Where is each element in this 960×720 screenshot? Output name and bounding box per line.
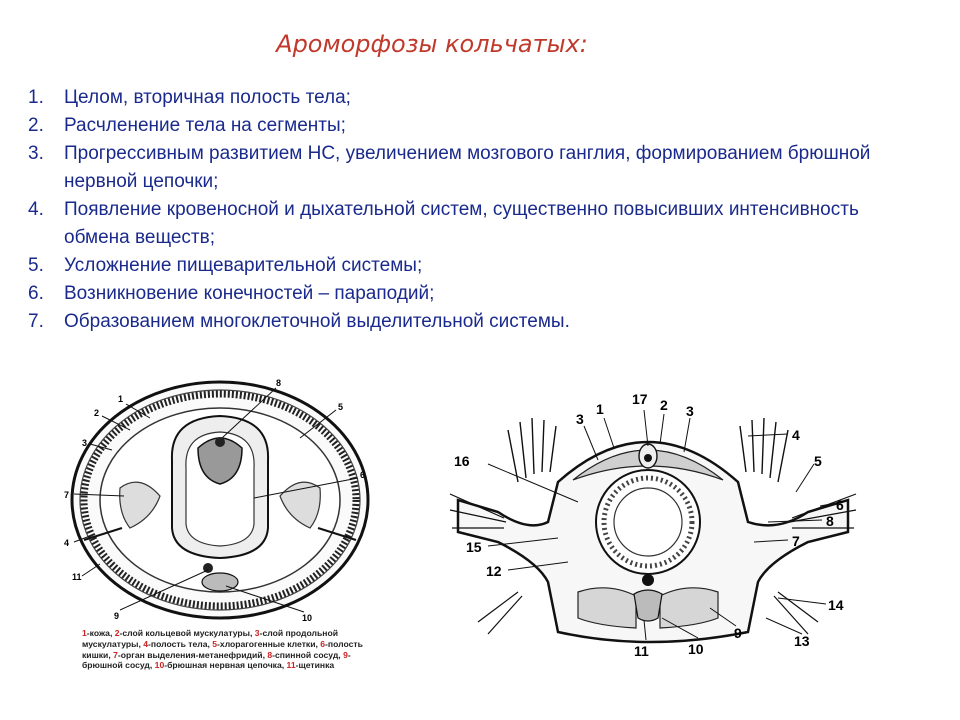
caption-text: -спинной сосуд, bbox=[272, 649, 344, 660]
cross-section-drawing bbox=[60, 378, 380, 628]
fig-label: 16 bbox=[454, 453, 470, 469]
fig-label: 2 bbox=[660, 397, 668, 413]
caption-text: -щетинка bbox=[295, 660, 335, 671]
list-item bbox=[28, 84, 928, 112]
list-item-number: 7. bbox=[28, 311, 44, 332]
list-item-number: 2. bbox=[28, 115, 44, 136]
fig-label: 3 bbox=[686, 403, 694, 419]
caption-number: 1 bbox=[82, 628, 87, 638]
ventral-vessel bbox=[642, 574, 654, 586]
fig-label: 5 bbox=[338, 402, 344, 412]
fig-label: 2 bbox=[94, 408, 100, 418]
caption-text: -слой продольной мускулатуры, bbox=[82, 628, 339, 649]
list-item-number: 3. bbox=[28, 143, 44, 164]
fig-label: 7 bbox=[792, 533, 800, 549]
fig-label: 4 bbox=[64, 538, 70, 548]
list-item-text: Прогрессивным развитием НС, увеличением мозгового ганглия, формированием брюшной нервной цепочки; bbox=[64, 143, 871, 192]
caption-text: -орган выделения-метанефридий, bbox=[117, 649, 268, 660]
slide-title: Ароморфозы кольчатых: bbox=[276, 30, 588, 58]
caption-number: 9 bbox=[343, 649, 348, 660]
caption-text: -хлорагогенные клетки, bbox=[217, 638, 321, 649]
gut-lumen bbox=[614, 488, 682, 556]
caption-number: 2 bbox=[114, 628, 120, 638]
caption-number: 7 bbox=[113, 649, 118, 660]
fig-label: 6 bbox=[360, 470, 366, 480]
list-item bbox=[28, 252, 928, 280]
parapodia-drawing bbox=[448, 382, 858, 672]
fig-label: 7 bbox=[64, 490, 70, 500]
caption-number: 11 bbox=[286, 660, 296, 671]
fig-label: 12 bbox=[486, 563, 502, 579]
annelid-cross-section-figure bbox=[60, 378, 380, 628]
list-item-text: Расчленение тела на сегменты; bbox=[64, 115, 346, 136]
fig-label: 10 bbox=[302, 613, 313, 623]
fig-label: 3 bbox=[82, 438, 88, 448]
figure-caption bbox=[82, 628, 372, 671]
caption-number: 5 bbox=[212, 638, 218, 649]
fig-label: 1 bbox=[596, 401, 604, 417]
list-item bbox=[28, 280, 928, 308]
caption-number: 8 bbox=[267, 649, 273, 660]
list-item-text: Образованием многоклеточной выделительной системы. bbox=[64, 311, 570, 332]
caption-number: 3 bbox=[254, 628, 260, 638]
caption-text: -слой кольцевой мускулатуры, bbox=[119, 628, 255, 638]
list-item-text: Усложнение пищеварительной системы; bbox=[64, 255, 423, 276]
fig-label: 3 bbox=[576, 411, 584, 427]
list-item-number: 5. bbox=[28, 255, 44, 276]
ventral-nerve-cord bbox=[634, 590, 662, 621]
list-item bbox=[28, 112, 928, 140]
list-item-text: Возникновение конечностей – параподий; bbox=[64, 283, 435, 304]
fig-label: 11 bbox=[72, 572, 82, 582]
caption-text: -полость тела, bbox=[148, 638, 213, 649]
fig-label: 8 bbox=[276, 378, 282, 388]
fig-label: 6 bbox=[836, 497, 844, 513]
fig-label: 11 bbox=[634, 643, 649, 659]
fig-label: 1 bbox=[118, 394, 124, 404]
caption-number: 4 bbox=[143, 638, 149, 649]
dorsal-vessel bbox=[215, 437, 225, 447]
fig-label: 8 bbox=[826, 513, 834, 529]
list-item-number: 4. bbox=[28, 199, 44, 220]
fig-label: 14 bbox=[828, 597, 844, 613]
fig-label: 9 bbox=[114, 611, 120, 621]
caption-text: -брюшная нервная цепочка, bbox=[164, 660, 287, 671]
caption-text: -полость кишки, bbox=[82, 638, 363, 660]
fig-label: 15 bbox=[466, 539, 482, 555]
caption-text: -брюшной сосуд, bbox=[82, 649, 351, 671]
aromorphoses-list bbox=[28, 84, 928, 336]
fig-label: 10 bbox=[688, 641, 704, 657]
fig-label: 9 bbox=[734, 625, 742, 641]
list-item bbox=[28, 196, 928, 252]
list-item-number: 1. bbox=[28, 87, 44, 108]
caption-number: 6 bbox=[320, 638, 326, 649]
list-item-text: Появление кровеносной и дыхательной систем, существенно повысивших интенсивность обмена веществ; bbox=[64, 199, 859, 248]
fig-label: 4 bbox=[792, 427, 800, 443]
fig-label: 5 bbox=[814, 453, 822, 469]
caption-text: -кожа, bbox=[86, 628, 115, 638]
caption-number: 10 bbox=[154, 660, 165, 671]
list-item-number: 6. bbox=[28, 283, 44, 304]
fig-label: 13 bbox=[794, 633, 810, 649]
list-item bbox=[28, 140, 928, 196]
polychaete-cross-section-figure bbox=[448, 382, 858, 672]
fig-label: 17 bbox=[632, 391, 648, 407]
list-item-text: Целом, вторичная полость тела; bbox=[64, 87, 351, 108]
dorsal-vessel-lumen bbox=[644, 454, 652, 462]
list-item bbox=[28, 308, 928, 336]
